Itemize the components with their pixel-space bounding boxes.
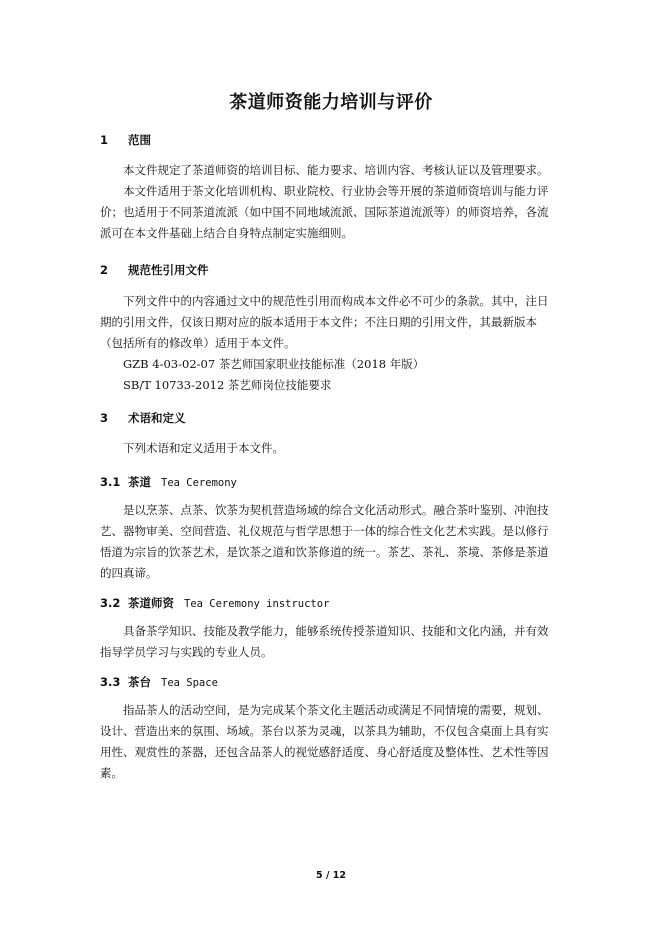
reference-item: GZB 4-03-02-07 茶艺师国家职业技能标准（2018 年版） [123, 357, 425, 371]
term-number: 3.3 [100, 675, 121, 689]
text-line: （包括所有的修改单）适用于本文件。 [100, 336, 296, 350]
term-title: 茶道师资 [128, 596, 174, 610]
section-number: 2 [100, 263, 109, 277]
section-heading-2 [100, 262, 209, 278]
text-line: 用性、观赏性的茶器，还包含品茶人的视觉感舒适度、身心舒适度及整体性、艺术性等因 [100, 745, 549, 759]
text-line: 素。 [100, 766, 123, 780]
text-line: 悟道为宗旨的饮茶艺术，是饮茶之道和饮茶修道的统一。茶艺、茶礼、茶境、茶修是茶道 [100, 545, 549, 559]
text-line: 下列文件中的内容通过文中的规范性引用而构成本文件必不可少的条款。其中，注日 [123, 294, 549, 308]
text-line: 派可在本文件基础上结合自身特点制定实施细则。 [100, 226, 353, 240]
text-line: 本文件规定了茶道师资的培训目标、能力要求、培训内容、考核认证以及管理要求。 [123, 163, 549, 177]
term-body-3-1 [100, 500, 565, 584]
text-line: 本文件适用于茶文化培训机构、职业院校、行业协会等开展的茶道师资培训与能力评 [123, 184, 549, 198]
term-english: Tea Ceremony instructor [184, 598, 330, 610]
text-line: 指品茶人的活动空间，是为完成某个茶文化主题活动或满足不同情境的需要，规划、 [123, 703, 549, 717]
text-line: 指导学员学习与实践的专业人员。 [100, 645, 273, 659]
section-body-3 [100, 438, 565, 459]
text-line: 下列术语和定义适用于本文件。 [123, 441, 284, 455]
text-line: 价；也适用于不同茶道流派（如中国不同地域流派、国际茶道流派等）的师资培养，各流 [100, 205, 549, 219]
term-heading-3-3 [100, 674, 218, 690]
section-title: 术语和定义 [128, 411, 186, 425]
page-number: 5 / 12 [316, 870, 346, 881]
section-number: 1 [100, 133, 109, 147]
document-title: 茶道师资能力培训与评价 [229, 92, 433, 113]
section-heading-1 [100, 132, 151, 148]
term-english: Tea Space [161, 677, 218, 689]
text-line: 具备茶学知识、技能及教学能力，能够系统传授茶道知识、技能和文化内涵，并有效 [123, 624, 549, 638]
section-title: 范围 [128, 133, 151, 147]
text-line: 期的引用文件，仅该日期对应的版本适用于本文件；不注日期的引用文件，其最新版本 [100, 315, 537, 329]
term-heading-3-1 [100, 474, 237, 490]
section-heading-3 [100, 410, 186, 426]
text-line: 是以烹茶、点茶、饮茶为契机营造场域的综合文化活动形式。融合茶叶鉴别、冲泡技 [123, 503, 549, 517]
section-body-2 [100, 291, 565, 396]
section-number: 3 [100, 411, 109, 425]
term-title: 茶台 [128, 675, 151, 689]
term-heading-3-2 [100, 595, 329, 611]
text-line: 的四真谛。 [100, 566, 158, 580]
term-title: 茶道 [128, 475, 151, 489]
text-line: 设计、营造出来的氛围、场域。茶台以茶为灵魂，以茶具为辅助，不仅包含桌面上具有实 [100, 724, 549, 738]
term-body-3-2 [100, 621, 565, 663]
section-body-1 [100, 160, 565, 244]
section-title: 规范性引用文件 [128, 263, 209, 277]
reference-item: SB/T 10733-2012 茶艺师岗位技能要求 [123, 378, 332, 392]
term-body-3-3 [100, 700, 565, 784]
text-line: 艺、器物审美、空间营造、礼仪规范与哲学思想于一体的综合性文化艺术实践。是以修行 [100, 524, 549, 538]
term-number: 3.1 [100, 475, 121, 489]
term-number: 3.2 [100, 596, 121, 610]
term-english: Tea Ceremony [161, 477, 237, 489]
